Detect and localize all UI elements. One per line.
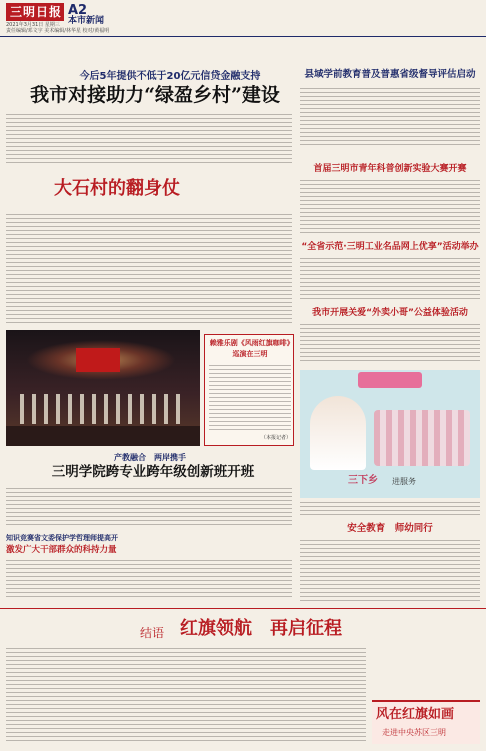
- photo-caption-body: [209, 365, 291, 431]
- bottom-banner-title: 红旗领航 再启征程: [180, 618, 342, 639]
- story-8-kicker: 知识竞赛省文委保护学哲理师提高开: [6, 534, 118, 542]
- photo-caption-box: [204, 334, 294, 446]
- masthead-paper-name-text: 三明日报: [9, 5, 62, 19]
- masthead-date-line: 2021年3月31日 星期三: [6, 22, 60, 28]
- promo-panel-crowd: [374, 410, 470, 466]
- promo-panel-badge: [358, 372, 422, 388]
- story-2-body: [300, 88, 480, 148]
- promo-panel-caption: [300, 502, 480, 516]
- promo-panel-title: 三下乡: [348, 475, 378, 486]
- stage-photo-performers: [20, 394, 186, 424]
- stamp-subtitle: 走进中央苏区三明: [382, 728, 446, 737]
- story-9-headline: 安全教育 师幼同行: [347, 523, 433, 534]
- story-5-body: [300, 258, 480, 302]
- promo-panel: [300, 370, 480, 498]
- story-3-headline: 大石村的翻身仗: [54, 178, 180, 199]
- stamp-panel: [372, 700, 480, 744]
- promo-panel-subtitle: 进服务: [392, 477, 416, 486]
- story-1-headline: 我市对接助力“绿盈乡村”建设: [30, 84, 280, 106]
- masthead-section: 本市新闻: [68, 16, 105, 26]
- stamp-title: 风在红旗如画: [376, 707, 455, 722]
- story-4-body: [300, 180, 480, 236]
- stage-photo-floor: [6, 426, 200, 446]
- story-4-headline: 首届三明市青年科普创新实验大赛开赛: [313, 164, 467, 174]
- story-7-headline: 三明学院跨专业跨年级创新班开班: [51, 464, 255, 480]
- story-7-body: [6, 488, 292, 528]
- masthead-page-code: A2: [68, 3, 88, 18]
- story-8-body: [6, 560, 292, 600]
- story-8-headline: 激发广大干部群众的科持力量: [6, 545, 117, 555]
- masthead-rule: [0, 36, 486, 37]
- story-6-body: [300, 324, 480, 364]
- story-5-headline: “全省示范·三明工业名品网上优享”活动举办: [301, 242, 479, 252]
- promo-panel-doctor-figure: [310, 396, 366, 470]
- masthead: [0, 0, 486, 34]
- bottom-banner-left: 结语: [140, 626, 165, 640]
- stage-photo-flag: [76, 348, 120, 372]
- stage-photo: [6, 330, 200, 446]
- photo-caption-title: 赖雅乐剧《风雨红旗咖啡》巡演在三明: [209, 339, 291, 358]
- story-3-body: [6, 214, 292, 324]
- bottom-banner-body: [6, 648, 366, 744]
- story-1-kicker: 今后5年提供不低于20亿元信贷金融支持: [79, 71, 261, 82]
- bottom-banner-rule: [0, 608, 486, 609]
- masthead-editor-line: 责任编辑/邓文宇 美术编辑/林华星 校对/黄福明: [6, 28, 110, 34]
- story-2-headline: 县域学前教育普及普惠省级督导评估启动: [304, 69, 476, 80]
- story-9-body: [300, 540, 480, 602]
- photo-caption-credit: （本报记者）: [260, 435, 291, 441]
- story-7-kicker: 产教融合 两岸携手: [114, 453, 186, 462]
- story-1-body: [6, 114, 292, 164]
- story-6-headline: 我市开展关爱“外卖小哥”公益体验活动: [312, 308, 468, 318]
